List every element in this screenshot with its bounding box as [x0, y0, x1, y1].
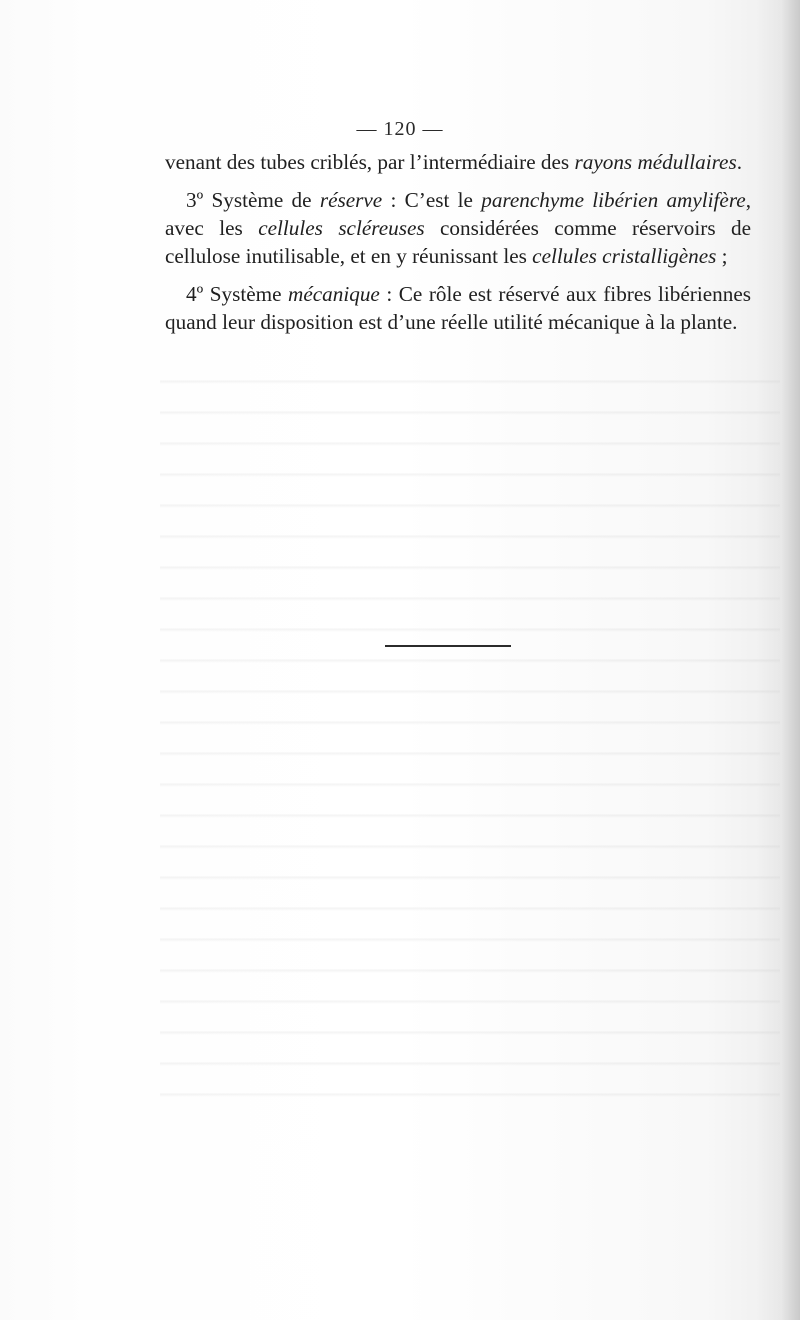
page-number: — 120 —	[356, 118, 444, 140]
paragraph-2-end: ;	[716, 244, 728, 268]
paragraph-3-text-1: 4º Système	[186, 282, 289, 306]
paragraph-1-end: .	[736, 150, 743, 174]
paragraph-2-italic-2: parenchyme libérien amylifère	[481, 188, 746, 212]
paragraph-2-italic-3: cellules scléreuses	[258, 216, 425, 240]
paragraph-2-text-4: considérées comme réservoirs de cellulose inutilisable, et en y réunissant les	[165, 216, 752, 268]
section-divider	[385, 645, 511, 647]
paragraph-1-text: venant des tubes criblés, par l’intermédiaire des	[165, 150, 575, 174]
paragraph-2	[165, 186, 751, 270]
paragraph-2-italic-1: réserve	[319, 188, 383, 212]
paragraph-2-text-2: : C’est le	[382, 188, 482, 212]
text-body	[165, 148, 751, 336]
page-edge-shadow	[758, 0, 800, 1320]
paragraph-3-italic: mécanique	[288, 282, 380, 306]
paragraph-3-text-2: : Ce rôle est réservé aux fibres libériennes quand leur disposition est d’une réelle utilité mécanique à la plante.	[165, 282, 751, 334]
paragraph-1	[165, 148, 751, 176]
paragraph-1-italic-text: rayons médullaires	[574, 150, 737, 174]
bleed-through-texture	[160, 360, 780, 1120]
paragraph-2-text-1: 3º Système de	[186, 188, 320, 212]
paragraph-3	[165, 280, 751, 336]
paragraph-2-italic-4: cellules cristalligènes	[532, 244, 717, 268]
paragraph-2-text-3: , avec les	[165, 188, 751, 240]
